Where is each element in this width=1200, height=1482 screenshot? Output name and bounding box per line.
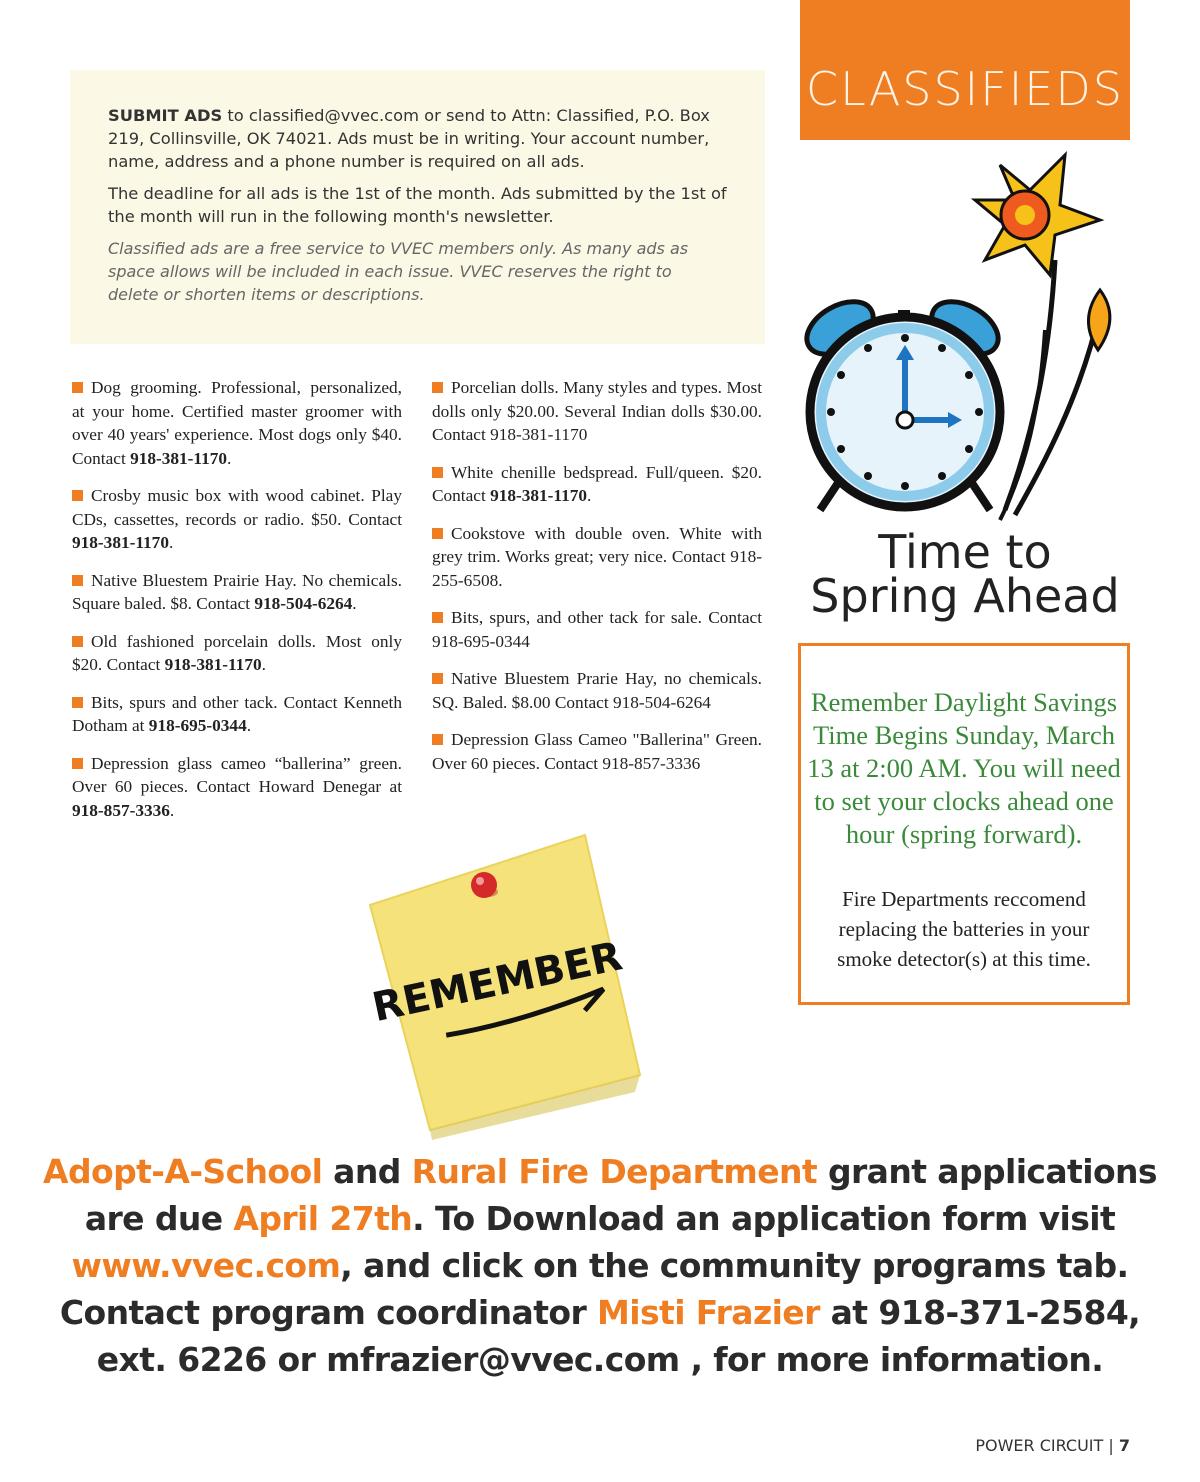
spring-ahead-clock-illustration	[800, 150, 1130, 630]
bullet-square-icon	[432, 382, 443, 393]
bullet-square-icon	[432, 467, 443, 478]
classifieds-header	[800, 0, 1130, 140]
bullet-square-icon	[72, 758, 83, 769]
bullet-square-icon	[432, 528, 443, 539]
ad-phone: 918-381-1170	[72, 533, 169, 552]
bullet-square-icon	[72, 490, 83, 501]
service-note: Classified ads are a free service to VVEC members only. As many ads as space allows will be included in each issue. VVEC reserves the right to delete or shorten items or descriptions.	[108, 239, 689, 304]
ad-text: Native Bluestem Prarie Hay, no chemicals. SQ. Baled. $8.00 Contact 918-504-6264	[432, 669, 762, 712]
bullet-square-icon	[72, 636, 83, 647]
ad-tail: .	[246, 716, 252, 735]
list-item	[432, 461, 762, 508]
submit-instructions	[108, 104, 727, 173]
page-number: 7	[1118, 1436, 1130, 1455]
list-item	[432, 376, 762, 447]
cta-text-5: at 918-371-2584, ext. 6226 or mfrazier@vvec.com , for more information.	[96, 1293, 1141, 1379]
bullet-square-icon	[432, 734, 443, 745]
ad-text: Porcelian dolls. Many styles and types. Most dolls only $20.00. Several Indian dolls $30.00. Contact 918-381-1170	[432, 378, 762, 444]
ad-phone: 918-381-1170	[490, 486, 588, 505]
ad-phone: 918-695-0344	[148, 716, 247, 735]
submit-ads-box	[70, 70, 765, 344]
clock-art-line2: Spring Ahead	[810, 569, 1120, 623]
page-footer	[975, 1436, 1130, 1455]
list-item	[72, 376, 402, 470]
ad-tail: .	[587, 486, 592, 505]
submit-lead: SUBMIT ADS	[108, 106, 223, 125]
alarm-clock-icon	[810, 317, 1000, 507]
cta-coordinator-name: Misti Frazier	[597, 1293, 820, 1332]
bullet-square-icon	[72, 575, 83, 586]
ad-text: Bits, spurs, and other tack for sale. Contact 918-695-0344	[432, 608, 762, 651]
ad-phone: 918-381-1170	[164, 655, 262, 674]
cta-deadline: April 27th	[233, 1199, 413, 1238]
bullet-square-icon	[432, 612, 443, 623]
ad-text: Bits, spurs and other tack. Contact Kenneth Dotham at	[72, 692, 402, 735]
ad-text: White chenille bedspread. Full/queen. $20. Contact	[432, 462, 762, 505]
page-title: CLASSIFIEDS	[806, 62, 1124, 116]
grant-announcement	[40, 1148, 1160, 1383]
ad-tail: .	[169, 800, 175, 820]
list-item	[72, 630, 402, 677]
remember-sticky-note-illustration	[360, 830, 650, 1140]
list-item	[72, 569, 402, 616]
ad-tail: .	[227, 448, 232, 468]
ad-text: Depression Glass Cameo "Ballerina" Green. Over 60 pieces. Contact 918-857-3336	[432, 730, 762, 773]
list-item	[432, 522, 762, 593]
cta-text-4: , and click on the community programs tab. Contact program coordinator	[59, 1246, 1129, 1332]
dst-battery-text: Fire Departments reccomend replacing the batteries in your smoke detector(s) at this time.	[837, 887, 1091, 971]
ad-text: Depression glass cameo “ballerina” green. Over 60 pieces. Contact Howard Denegar at	[72, 753, 402, 796]
ad-phone: 918-857-3336	[72, 800, 170, 820]
submit-line1: to classified@vvec.com or send to Attn: Classified, P.O. Box 219, Collinsville, OK 74021. Ads must be in writing. Your account number, name, address and a phone number is required on all ads.	[108, 106, 710, 171]
ad-phone: 918-381-1170	[130, 448, 228, 468]
footer-separator: |	[1103, 1436, 1119, 1455]
daffodil-flower-icon	[975, 155, 1100, 275]
list-item	[72, 691, 402, 738]
ad-text: Crosby music box with wood cabinet. Play CDs, cassettes, records or radio. $50. Contact	[72, 486, 402, 529]
ad-tail: .	[261, 655, 266, 674]
ad-text: Native Bluestem Prairie Hay. No chemicals. Square baled. $8. Contact	[72, 570, 402, 613]
ad-tail: .	[352, 594, 357, 613]
dst-main-text: Remember Daylight Savings Time Begins Sunday, March 13 at 2:00 AM. You will need to set your clocks ahead one hour (spring forward).	[807, 687, 1121, 849]
cta-text-2: grant applications are due	[84, 1152, 1157, 1238]
ads-column-right	[432, 376, 762, 789]
ad-phone: 918-504-6264	[254, 594, 353, 613]
cta-text-1: and	[322, 1152, 412, 1191]
clock-art-line1: Time to	[878, 525, 1052, 579]
publication-name: POWER CIRCUIT	[975, 1436, 1104, 1455]
bullet-square-icon	[72, 382, 83, 393]
list-item	[432, 728, 762, 775]
deadline-text: The deadline for all ads is the 1st of the month. Ads submitted by the 1st of the month will run in the following month's newsletter.	[108, 184, 727, 226]
list-item	[432, 606, 762, 653]
list-item	[72, 484, 402, 555]
ad-text: Old fashioned porcelain dolls. Most only $20. Contact	[72, 631, 402, 674]
cta-text-3: . To Download an application form visit	[412, 1199, 1116, 1238]
cta-adopt-a-school: Adopt-A-School	[43, 1152, 323, 1191]
cta-website-link[interactable]: www.vvec.com	[71, 1246, 341, 1285]
remember-note-text: REMEMBER	[368, 933, 627, 1032]
list-item	[72, 752, 402, 823]
bullet-square-icon	[72, 697, 83, 708]
ad-text: Dog grooming. Professional, personalized, at your home. Certified master groomer with over 40 years' experience. Most dogs only $40. Contact	[72, 378, 402, 468]
bullet-square-icon	[432, 673, 443, 684]
ads-column-left	[72, 376, 402, 836]
ad-tail: .	[168, 533, 174, 552]
daylight-savings-box	[798, 643, 1130, 1005]
list-item	[432, 667, 762, 714]
cta-rural-fire: Rural Fire Department	[411, 1152, 818, 1191]
ad-text: Cookstove with double oven. White with grey trim. Works great; very nice. Contact 918-255-6508.	[432, 523, 762, 590]
